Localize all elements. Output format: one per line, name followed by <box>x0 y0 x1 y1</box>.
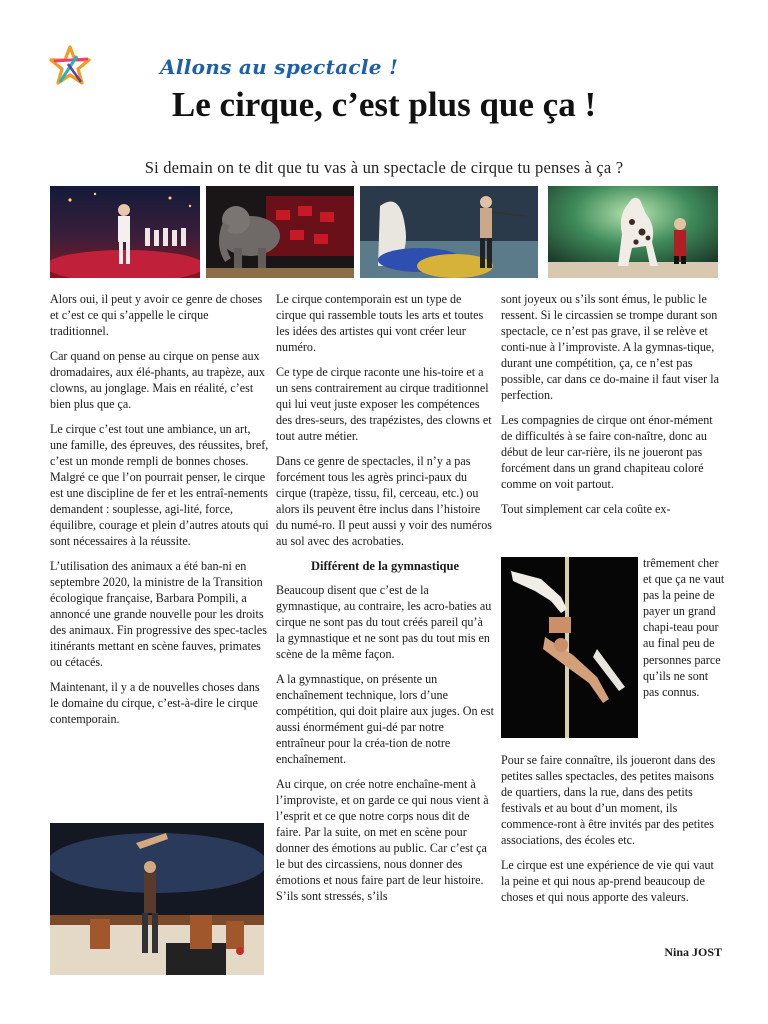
article-column-1 <box>50 291 270 736</box>
photo-elephant-act <box>206 186 354 278</box>
photo-horse-act <box>548 186 718 278</box>
article-column-3-lower <box>501 752 721 914</box>
paragraph: Dans ce genre de spectacles, il n’y a pas forcément tous les agrès princi-paux du cirque (trapèze, tissu, fil, cerceau, etc.) ou alors ils peuvent être inclus dans l’histoire du numé-ro. Il peut aussi y voir des numéros au sol avec des acrobaties. <box>276 454 492 548</box>
paragraph: Au cirque, on crée notre enchaîne-ment à l’improviste, et on garde ce qui nous vient à l’esprit et ce que notre corps nous dit de faire. Par la suite, on met en scène pour donner des émotions au public. Car c’est ça le but des circassiens, nous donner des émotions et nous faire part de leur histoire. S’ils sont stressés, s’ils <box>276 777 489 903</box>
author-signature: Nina JOST <box>664 945 722 959</box>
paragraph: A la gymnastique, on présente un enchaînement technique, lors d’une compétition, qui doit plaire aux juges. On est aussi énormément gui-dé par notre entraîneur pour la créa-tion de notre enchaînement. <box>276 672 494 766</box>
paragraph: Le cirque est une expérience de vie qui vaut la peine et qui nous ap-prend beaucoup de choses et qui nous apporte des valeurs. <box>501 858 714 904</box>
paragraph: Alors oui, il peut y avoir ce genre de choses et c’est ce qui s’appelle le cirque traditionnel. <box>50 292 263 338</box>
page-subtitle: Si demain on te dit que tu vas à un spectacle de cirque tu penses à ça ? <box>144 158 624 177</box>
paragraph: Tout simplement car cela coûte ex- <box>501 502 671 516</box>
paragraph: Ce type de cirque raconte une his-toire et a un sens contrairement au cirque traditionnel qui lui veut juste exposer les compétences des dres-seurs, des trapézistes, des clowns et tout autre métier. <box>276 365 492 443</box>
paragraph: sont joyeux ou s’ils sont émus, le public le ressent. Si le circassien se trompe durant son spectacle, ce n’est pas grave, il se relève et conti-nue à l’improviste. A la gymnas-tique, durant une compétition, ça, ce n’est pas possible, car dans ce do-maine il faut viser la perfection. <box>501 292 719 402</box>
paragraph: L’utilisation des animaux a été ban-ni en septembre 2020, la ministre de la Transition écologique française, Barbara Pompili, a annoncé une grande nouvelle pour les droits des animaux. Fin progressive des spec-tacles itinérants mettant en scène fauves, primates ou cétacés. <box>50 559 267 669</box>
photo-chinese-pole-acrobats <box>501 557 638 738</box>
paragraph: Beaucoup disent que c’est de la gymnastique, au contraire, les acro-baties au cirque ne sont pas du tout créés pareil qu’à la gymnastique et ne sont pas du tout mis en scène de la même façon. <box>276 583 492 661</box>
paragraph: Les compagnies de cirque ont énor-mément de difficultés à se faire con-naître, donc au début de leur car-rière, ils ne joueront pas forcément dans un grand chapiteau coloré comme on voit partout. <box>501 413 713 491</box>
paragraph: Maintenant, il y a de nouvelles choses dans le domaine du cirque, c’est-à-dire le cirque contemporain. <box>50 680 260 726</box>
paragraph: Le cirque c’est tout une ambiance, un art, une famille, des épreuves, des réussites, bref, c’est un monde rempli de bonnes choses. Malgré ce que l’on pourrait penser, le cirque est une discipline de fer et les entraî-nements demandent : souplesse, agi-lité, force, équilibre, courage et plein d’autres atouts qui sont nécessaires à la réussite. <box>50 422 269 548</box>
paragraph: Pour se faire connaître, ils joueront dans des petites salles spectacles, des petites maisons de quartiers, dans la rue, dans des petits festivals et au bout d’un moment, ils commence-ront à être invités par des petites associations, des écoles etc. <box>501 753 716 847</box>
star-logo-icon <box>48 44 92 88</box>
page-title: Le cirque, c’est plus que ça ! <box>171 85 597 124</box>
section-heading: Différent de la gymnastique <box>310 559 460 573</box>
paragraph: Le cirque contemporain est un type de cirque qui rassemble touts les arts et toutes les idées des artistes qui vont créer leur numéro. <box>276 292 484 354</box>
article-column-2 <box>276 291 494 913</box>
wrapped-paragraph: trêmement cher et que ça ne vaut pas la peine de payer un grand chapi-teau pour au final peu de personnes parce qu’ils ne sont pas connus. <box>643 556 725 699</box>
article-column-3 <box>501 291 721 519</box>
kicker-title: Allons au spectacle ! <box>160 55 399 79</box>
photo-circus-ring-performers <box>50 186 200 278</box>
photo-sea-lion-trainer <box>360 186 538 278</box>
paragraph: Car quand on pense au cirque on pense aux dromadaires, aux élé-phants, au trapèze, aux clowns, au jonglage. Mais en réalité, c’est bien plus que ça. <box>50 349 265 411</box>
photo-acrobats-balance <box>50 823 264 975</box>
